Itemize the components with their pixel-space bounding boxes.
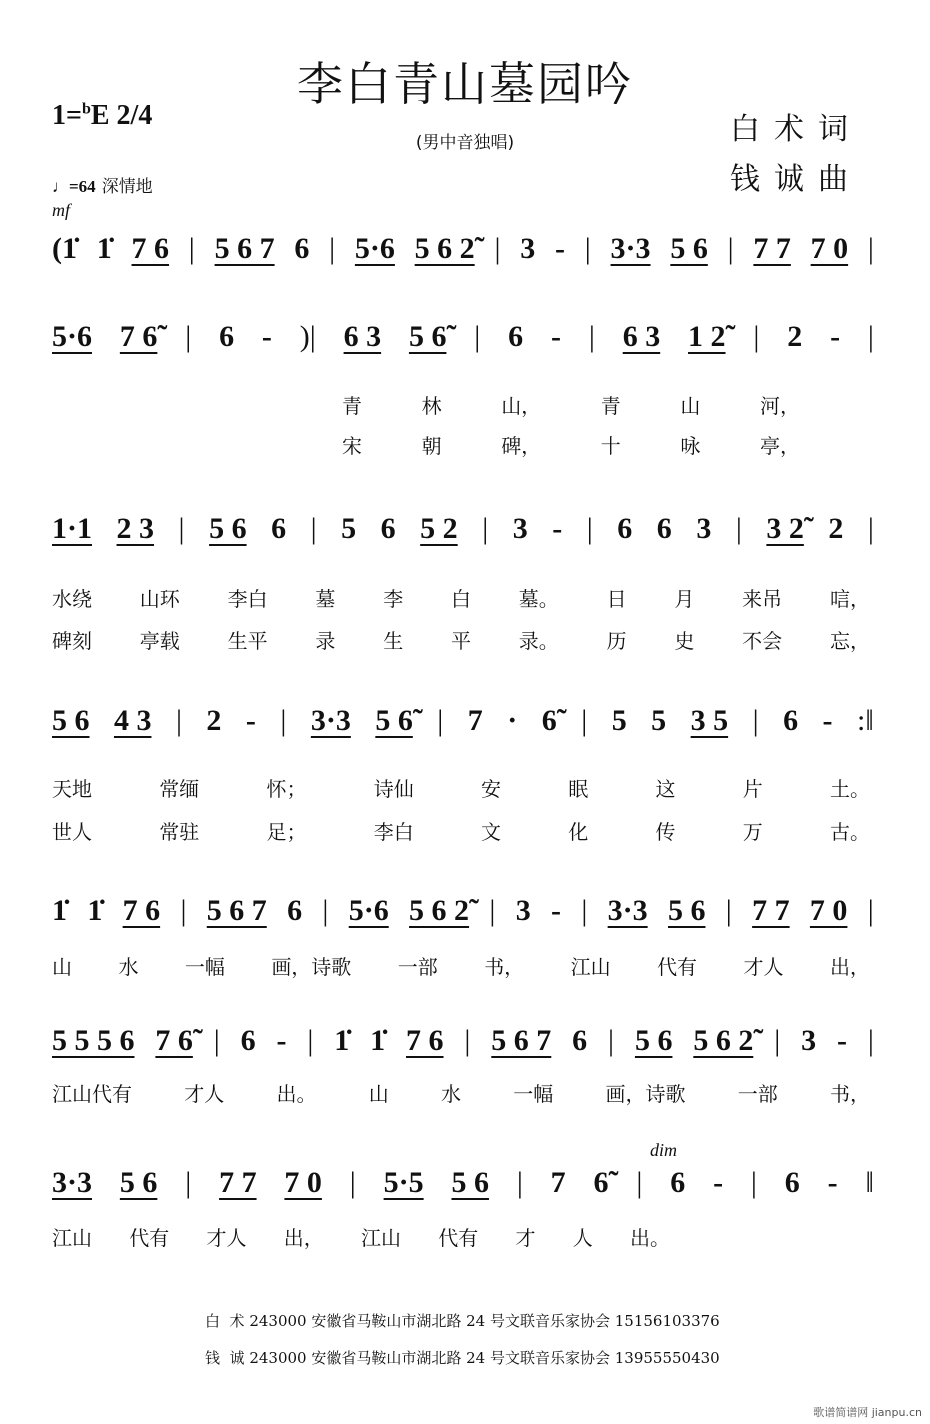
lyric-word: 土。 bbox=[830, 777, 870, 801]
barline: | bbox=[437, 704, 444, 737]
note-group: 6 bbox=[617, 512, 633, 545]
lyric-word: 古。 bbox=[830, 820, 870, 844]
lyric-word: 才 bbox=[515, 1226, 536, 1250]
barline: | bbox=[867, 512, 874, 545]
note-group: 2 3 bbox=[116, 512, 155, 545]
barline: | bbox=[584, 232, 591, 265]
note-group: 3·3 bbox=[607, 894, 648, 927]
note-group: 5·6 bbox=[348, 894, 389, 927]
note-group: 6 bbox=[294, 232, 310, 265]
lyric-word: 才人 bbox=[184, 1082, 225, 1106]
lyric-word: 一幅 bbox=[184, 955, 225, 979]
note-group: 5 6 bbox=[119, 1166, 158, 1199]
barline: | bbox=[188, 232, 195, 265]
barline: | bbox=[725, 894, 732, 927]
note-group: 5 6 bbox=[634, 1024, 673, 1057]
lyric-word: 十 bbox=[600, 434, 621, 458]
note-group: 6 3 bbox=[343, 320, 382, 353]
note-group: - bbox=[836, 1024, 847, 1057]
barline: | bbox=[586, 512, 593, 545]
lyric-word: 出， bbox=[829, 955, 870, 979]
note-group: 7 0 bbox=[810, 232, 849, 265]
note-group: 5 6 2̃ bbox=[409, 894, 470, 927]
note-group: - bbox=[261, 320, 272, 353]
barline: | bbox=[489, 894, 496, 927]
lyric-word: 这 bbox=[655, 777, 676, 801]
lyric-word: 来吊 bbox=[742, 587, 783, 611]
lyric-word: 足； bbox=[266, 820, 307, 844]
note-group: 5 6 bbox=[209, 512, 247, 545]
note-group: 3·3 bbox=[52, 1166, 93, 1199]
barline: | bbox=[185, 1166, 192, 1199]
note-group: 6 3 bbox=[622, 320, 661, 353]
barline: ‖ bbox=[865, 1166, 874, 1199]
barline: | bbox=[464, 1024, 471, 1057]
lyric-word: 亭载 bbox=[139, 629, 180, 653]
note-group: 1̇ bbox=[334, 1024, 350, 1057]
lyric-word: 青 bbox=[342, 394, 362, 418]
barline: | bbox=[482, 512, 489, 545]
note-group: 7 bbox=[467, 704, 483, 737]
note-group: 3·3 bbox=[610, 232, 651, 265]
note-group: 6 bbox=[219, 320, 235, 353]
lyric-word: 江山代有 bbox=[52, 1082, 132, 1106]
lyric-word: 忘， bbox=[829, 629, 870, 653]
lyric-word: 常驻 bbox=[159, 820, 200, 844]
note-group: 1̇ bbox=[96, 232, 112, 265]
barline: | bbox=[581, 894, 588, 927]
note-group: 7 6 bbox=[406, 1024, 444, 1057]
note-group: 3 bbox=[512, 512, 528, 545]
lyric-word: 水 bbox=[118, 955, 139, 979]
lyric-word: 平 bbox=[450, 629, 471, 653]
footer-address: 243000 安徽省马鞍山市湖北路 24 号文联音乐家协会 13955550430 bbox=[249, 1349, 720, 1367]
note-group: 7 7 bbox=[219, 1166, 257, 1199]
note-group: - bbox=[554, 232, 565, 265]
barline: | bbox=[727, 232, 734, 265]
lyric-word: 碑， bbox=[501, 434, 542, 458]
barline: | bbox=[581, 704, 588, 737]
note-group: 3·3 bbox=[310, 704, 351, 737]
lyric-word: 代有 bbox=[438, 1226, 479, 1250]
note-group: · bbox=[507, 704, 518, 737]
notation-row bbox=[52, 512, 874, 546]
note-group: 2 bbox=[787, 320, 803, 353]
note-group: - bbox=[276, 1024, 287, 1057]
lyricist: 白术词 bbox=[730, 112, 862, 147]
note-group: 4 3 bbox=[113, 704, 152, 737]
flat-sign: b bbox=[81, 100, 91, 118]
note-group: 5 6̃ bbox=[408, 320, 447, 353]
notation-row bbox=[52, 1166, 874, 1200]
lyric-word: 才人 bbox=[206, 1226, 247, 1250]
note-group: 2 bbox=[828, 512, 844, 545]
lyric-word: 人 bbox=[572, 1226, 593, 1250]
lyric-word: 世人 bbox=[52, 820, 92, 844]
note-group: 5·6 bbox=[354, 232, 395, 265]
lyric-word: 水绕 bbox=[52, 587, 92, 611]
tempo-value: ♩=64 bbox=[52, 177, 96, 196]
footer-line-2 bbox=[205, 1347, 720, 1368]
lyric-word: 江山 bbox=[570, 955, 611, 979]
lyric-word: 录 bbox=[315, 629, 336, 653]
lyric-word: 书， bbox=[484, 955, 525, 979]
lyrics-line bbox=[52, 430, 870, 459]
lyric-word: 月 bbox=[674, 587, 695, 611]
barline: | bbox=[185, 320, 192, 353]
barline: | bbox=[867, 1024, 874, 1057]
note-group: 3 bbox=[515, 894, 531, 927]
notation-row bbox=[52, 1024, 874, 1058]
lyrics-line bbox=[52, 583, 870, 612]
note-group: 5 bbox=[611, 704, 627, 737]
lyric-word: 出， bbox=[283, 1226, 324, 1250]
note-group: 7 6̃ bbox=[119, 320, 158, 353]
note-group: 1̇ bbox=[52, 894, 67, 927]
composer: 钱诚曲 bbox=[730, 162, 862, 197]
note-group: 7 7 bbox=[752, 894, 790, 927]
lyric-word: 水 bbox=[441, 1082, 461, 1106]
footer-name: 白 术 bbox=[205, 1312, 245, 1330]
note-group: 3 bbox=[801, 1024, 817, 1057]
note-group: 5 bbox=[341, 512, 357, 545]
note-group: 6̃ bbox=[541, 704, 557, 737]
lyric-word: 化 bbox=[568, 820, 589, 844]
lyric-word: 万 bbox=[742, 820, 763, 844]
note-group: 6 bbox=[784, 1166, 800, 1199]
note-group: - bbox=[827, 1166, 838, 1199]
note-group: 7 6 bbox=[122, 894, 161, 927]
barline: | bbox=[774, 1024, 781, 1057]
lyric-word: 怀； bbox=[266, 777, 307, 801]
note-group: 1̇ bbox=[87, 894, 103, 927]
barline: | bbox=[329, 232, 336, 265]
footer-address: 243000 安徽省马鞍山市湖北路 24 号文联音乐家协会 15156103376 bbox=[249, 1312, 720, 1330]
tempo-marking bbox=[52, 172, 153, 197]
lyric-word: 眠 bbox=[568, 777, 589, 801]
lyric-word: 山 bbox=[52, 955, 72, 979]
note-group: 3 2̃ bbox=[766, 512, 804, 545]
barline: | bbox=[867, 232, 874, 265]
note-group: 6 bbox=[572, 1024, 588, 1057]
barline: | bbox=[753, 320, 760, 353]
lyric-word: 才人 bbox=[743, 955, 784, 979]
note-group: 6 bbox=[656, 512, 672, 545]
lyrics-line bbox=[52, 1078, 870, 1107]
note-group: 1 2̃ bbox=[688, 320, 726, 353]
notation-row bbox=[52, 232, 874, 266]
note-group: 6 bbox=[240, 1024, 256, 1057]
barline: | bbox=[494, 232, 501, 265]
note-group: 5·5 bbox=[383, 1166, 424, 1199]
note-group: 7 0 bbox=[809, 894, 848, 927]
barline: | bbox=[175, 704, 182, 737]
barline: | bbox=[474, 320, 481, 353]
barline: )| bbox=[299, 320, 316, 353]
note-group: 6 bbox=[508, 320, 524, 353]
note-group: 5 6 bbox=[451, 1166, 489, 1199]
lyric-word: 常缅 bbox=[159, 777, 200, 801]
barline: | bbox=[867, 320, 874, 353]
lyrics-line bbox=[52, 816, 870, 845]
note-group: 5 bbox=[651, 704, 667, 737]
lyrics-line bbox=[52, 625, 870, 654]
lyric-word: 江山 bbox=[52, 1226, 92, 1250]
lyric-word: 李白 bbox=[227, 587, 268, 611]
lyric-word: 青 bbox=[600, 394, 621, 418]
note-group: 5 5 5 6 bbox=[52, 1024, 135, 1057]
song-title: 李白青山墓园吟 bbox=[297, 57, 633, 111]
lyric-word: 宋 bbox=[342, 434, 362, 458]
notation-row bbox=[52, 320, 874, 354]
lyrics-line bbox=[52, 773, 870, 802]
barline: | bbox=[280, 704, 287, 737]
note-group: - bbox=[245, 704, 256, 737]
note-group: 3 bbox=[520, 232, 536, 265]
lyric-word: 白 bbox=[450, 587, 471, 611]
barline: | bbox=[588, 320, 595, 353]
note-group: - bbox=[552, 512, 563, 545]
lyric-word: 山 bbox=[680, 394, 701, 418]
barline: | bbox=[750, 1166, 757, 1199]
note-group: 1̇ bbox=[370, 1024, 386, 1057]
lyric-word: 河， bbox=[759, 394, 800, 418]
lyric-word: 碑刻 bbox=[52, 629, 92, 653]
note-group: - bbox=[830, 320, 841, 353]
note-group: 2 bbox=[206, 704, 222, 737]
subtitle: (男中音独唱) bbox=[415, 133, 515, 153]
lyric-word: 墓 bbox=[315, 587, 336, 611]
dynamic-marking: mf bbox=[52, 200, 70, 220]
barline: | bbox=[752, 704, 759, 737]
barline: | bbox=[213, 1024, 220, 1057]
barline: :‖ bbox=[857, 704, 874, 737]
lyric-word: 史 bbox=[674, 629, 695, 653]
note-group: 5 6 bbox=[52, 704, 90, 737]
footer-name: 钱 诚 bbox=[205, 1349, 245, 1367]
lyric-word: 李白 bbox=[373, 820, 414, 844]
lyric-word: 录。 bbox=[518, 629, 559, 653]
barline: | bbox=[608, 1024, 615, 1057]
note-group: 5·6 bbox=[52, 320, 93, 353]
lyric-word: 画，诗歌 bbox=[605, 1082, 686, 1106]
barline: | bbox=[867, 894, 874, 927]
note-group: 5 6 7 bbox=[206, 894, 267, 927]
lyric-word: 咏 bbox=[680, 434, 701, 458]
note-group: 7 0 bbox=[284, 1166, 322, 1199]
note-group: 7 6̃ bbox=[155, 1024, 193, 1057]
note-group: 6 bbox=[287, 894, 303, 927]
note-group: 7 bbox=[550, 1166, 566, 1199]
note-group: 5 6 7 bbox=[491, 1024, 552, 1057]
lyric-word: 一部 bbox=[737, 1082, 778, 1106]
lyric-word: 墓。 bbox=[518, 587, 559, 611]
lyric-word: 一部 bbox=[397, 955, 438, 979]
lyrics-line bbox=[52, 1222, 870, 1251]
barline: | bbox=[178, 512, 185, 545]
lyric-word: 片 bbox=[742, 777, 763, 801]
barline: | bbox=[180, 894, 187, 927]
lyric-word: 天地 bbox=[52, 777, 92, 801]
lyric-word: 代有 bbox=[129, 1226, 170, 1250]
lyric-word: 林 bbox=[421, 394, 442, 418]
lyric-word: 江山 bbox=[361, 1226, 401, 1250]
note-group: 6 bbox=[271, 512, 287, 545]
lyric-word: 山， bbox=[501, 394, 542, 418]
note-group: - bbox=[551, 894, 561, 927]
note-group: 6 bbox=[670, 1166, 686, 1199]
note-group: 6̃ bbox=[593, 1166, 609, 1199]
note-group: 6 bbox=[380, 512, 396, 545]
lyric-word: 唁， bbox=[829, 587, 870, 611]
lyric-word: 安 bbox=[481, 777, 501, 801]
lyric-word: 朝 bbox=[421, 434, 442, 458]
lyric-word: 山环 bbox=[139, 587, 180, 611]
lyric-word: 出。 bbox=[276, 1082, 317, 1106]
lyric-word: 生平 bbox=[227, 629, 268, 653]
lyric-word: 日 bbox=[606, 587, 627, 611]
lyric-word: 画，诗歌 bbox=[271, 955, 352, 979]
lyric-word: 诗仙 bbox=[373, 777, 414, 801]
barline: | bbox=[349, 1166, 356, 1199]
lyric-word: 不会 bbox=[742, 629, 783, 653]
key-meter: E 2/4 bbox=[90, 100, 153, 131]
lyric-word: 山 bbox=[368, 1082, 389, 1106]
barline: | bbox=[735, 512, 742, 545]
barline: | bbox=[310, 512, 317, 545]
note-group: 7 7 bbox=[753, 232, 791, 265]
lyric-word: 亭， bbox=[759, 434, 800, 458]
barline: | bbox=[307, 1024, 314, 1057]
lyric-word: 文 bbox=[481, 820, 501, 844]
note-group: 5 6 7 bbox=[214, 232, 275, 265]
note-group: 5 6̃ bbox=[375, 704, 413, 737]
note-group: 1·1 bbox=[52, 512, 93, 545]
note-group: 3 5 bbox=[690, 704, 729, 737]
barline: | bbox=[636, 1166, 643, 1199]
note-group: (1̇ bbox=[52, 232, 77, 265]
note-group: 3 bbox=[696, 512, 712, 545]
lyric-word: 传 bbox=[655, 820, 676, 844]
note-group: 6 bbox=[783, 704, 799, 737]
lyric-word: 出。 bbox=[630, 1226, 670, 1250]
barline: | bbox=[516, 1166, 523, 1199]
notation-row bbox=[52, 704, 874, 738]
notation-row bbox=[52, 894, 874, 928]
dim-marking: dim bbox=[650, 1140, 677, 1160]
note-group: 7 6 bbox=[131, 232, 170, 265]
barline: | bbox=[322, 894, 329, 927]
note-group: - bbox=[550, 320, 561, 353]
lyric-word: 生 bbox=[383, 629, 404, 653]
note-group: - bbox=[713, 1166, 724, 1199]
note-group: 5 2 bbox=[420, 512, 458, 545]
expression-text: 深情地 bbox=[101, 177, 153, 197]
footer-line-1 bbox=[205, 1310, 720, 1331]
watermark: 歌谱简谱网 jianpu.cn bbox=[813, 1406, 922, 1419]
note-group: 5 6 2̃ bbox=[414, 232, 475, 265]
lyric-word: 李 bbox=[383, 587, 404, 611]
note-group: 5 6 2̃ bbox=[693, 1024, 754, 1057]
lyric-word: 代有 bbox=[657, 955, 698, 979]
lyric-word: 历 bbox=[606, 629, 627, 653]
note-group: 5 6 bbox=[670, 232, 708, 265]
lyrics-line bbox=[52, 951, 870, 980]
key-prefix: 1= bbox=[52, 100, 82, 131]
lyric-word: 一幅 bbox=[513, 1082, 554, 1106]
lyrics-line bbox=[52, 390, 870, 419]
lyric-word: 书， bbox=[830, 1082, 870, 1106]
note-group: 5 6 bbox=[667, 894, 706, 927]
note-group: - bbox=[822, 704, 833, 737]
